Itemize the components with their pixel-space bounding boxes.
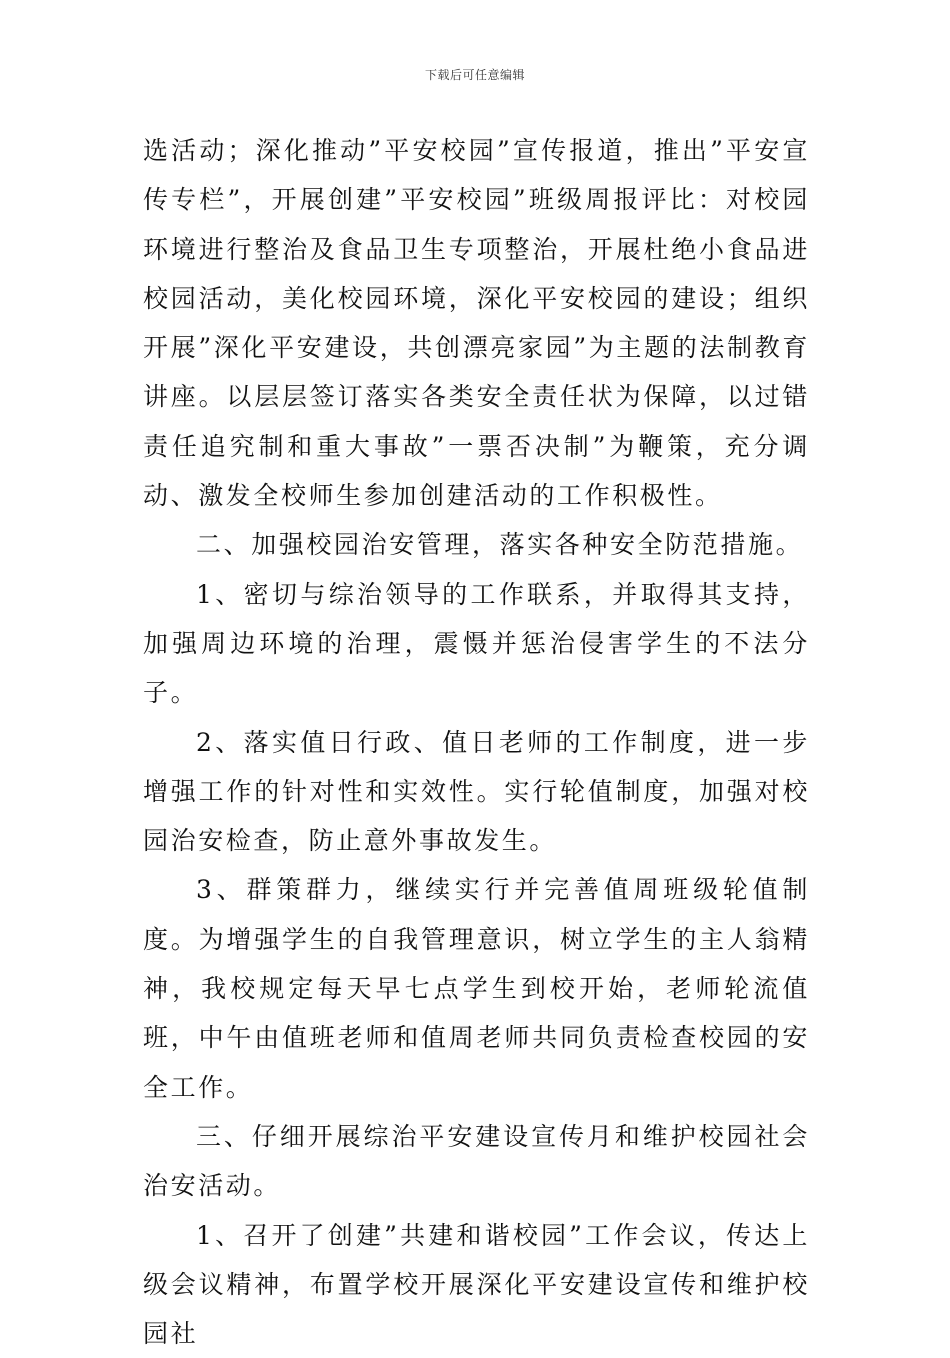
- paragraph-3-1: 1、召开了创建”共建和谐校园”工作会议，传达上级会议精神，布置学校开展深化平安建设宣传和维护校园社: [143, 1220, 810, 1349]
- section-heading-2: 二、加强校园治安管理，落实各种安全防范措施。: [196, 530, 804, 560]
- paragraph-activities: 选活动；深化推动”平安校园”宣传报道，推出”平安宣传专栏”，开展创建”平安校园”班级周报评比：对校园环境进行整治及食品卫生专项整治，开展杜绝小食品进校园活动，美化校园环境，深化平安校园的建设；组织开展”深化平安建设，共创漂亮家园”为主题的法制教育讲座。以层层签订落实各类安全责任状为保障，以过错责任追究制和重大事故”一票否决制”为鞭策，充分调动、激发全校师生参加创建活动的工作积极性。: [143, 136, 810, 511]
- download-note: 下载后可任意编辑: [424, 68, 525, 82]
- paragraph-2-3: 3、群策群力，继续实行并完善值周班级轮值制度。为增强学生的自我管理意识，树立学生的主人翁精神，我校规定每天早七点学生到校开始，老师轮流值班，中午由值班老师和值周老师共同负责检查校园的安全工作。: [143, 875, 810, 1102]
- paragraph-2-1: 1、密切与综治领导的工作联系，并取得其支持，加强周边环境的治理，震慑并惩治侵害学生的不法分子。: [143, 579, 810, 708]
- paragraph-2-2: 2、落实值日行政、值日老师的工作制度，进一步增强工作的针对性和实效性。实行轮值制度，加强对校园治安检查，防止意外事故发生。: [143, 727, 810, 856]
- section-heading-3: 三、仔细开展综治平安建设宣传月和维护校园社会治安活动。: [143, 1121, 810, 1201]
- document-body: [143, 126, 810, 1358]
